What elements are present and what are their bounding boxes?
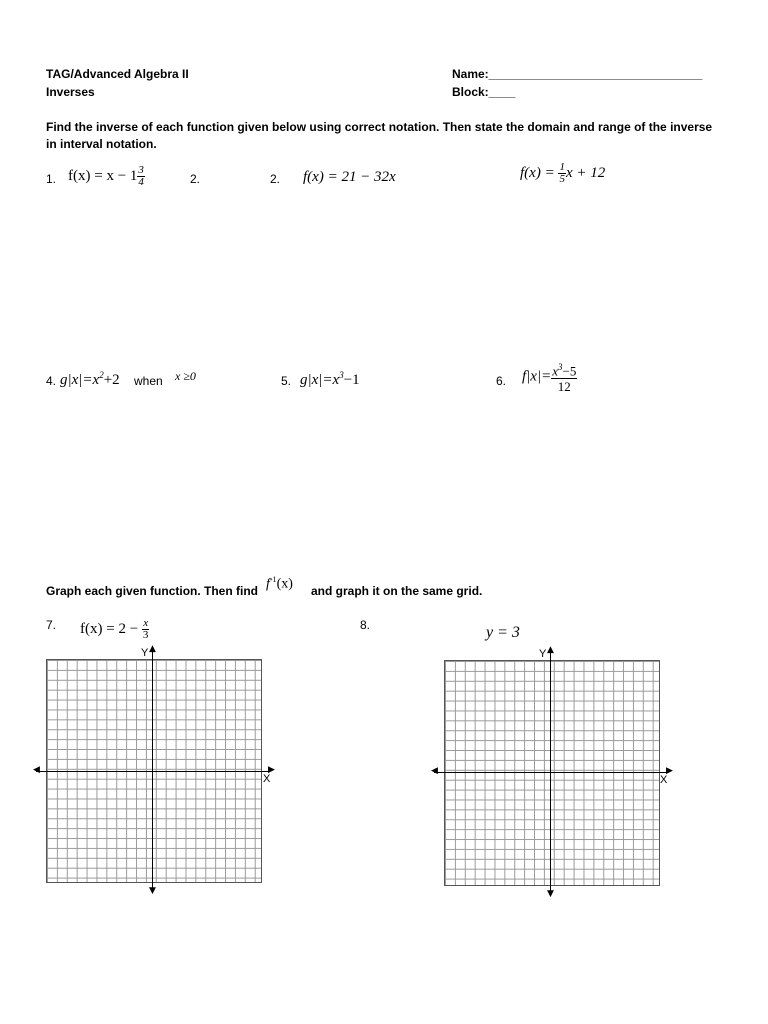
problem-4-condition: x ≥0 [175,369,196,383]
graph-7-y-arrow-up: ▲ [149,644,156,654]
instructions-line-2: in interval notation. [46,137,157,151]
graph-8-y-arrow-up: ▲ [547,645,554,655]
problem-4-expression: $g|x|=x^2+2$ [60,370,120,388]
graph-8-grid [444,660,660,886]
problem-1-expression: f(x) = x − 1 $\frac{3}{4}$ [68,164,144,188]
graph-8-function: y = 3 [486,624,520,641]
graph-8-x-arrow-right: ▶ [666,766,673,776]
topic-title: Inverses [46,85,95,99]
graph-8-y-arrow-down: ▼ [547,889,554,899]
graph-7-function: f(x) = 2 − $\frac{x}{3}$ [80,617,149,641]
instructions-line-1: Find the inverse of each function given below using correct notation. Then state the domain and range of the inverse [46,120,713,134]
graph-7-x-arrow-right: ▶ [268,765,275,775]
graph-7-y-label: Y [141,647,149,659]
problem-4-when: when [134,374,163,388]
problem-6-expression: f|x|= $\frac{x^3-5}{12}$ [522,362,577,395]
course-title: TAG/Advanced Algebra II [46,67,189,81]
graph-8-x-axis [434,772,668,773]
graph-7-x-axis [36,771,270,772]
graph-7-y-arrow-down: ▼ [149,886,156,896]
stray-label-2: 2. [190,172,201,186]
problem-1-number: 1. [46,172,57,186]
problem-5-number: 5. [281,374,292,388]
name-field: Name:________________________________ [452,67,703,81]
problem-2-number: 2. [270,172,281,186]
problem-5-expression: $g|x|=x^3-1$ [300,370,360,388]
graph-7-y-axis [152,650,153,890]
block-field: Block:____ [452,85,516,99]
problem-4-number: 4. [46,374,57,388]
graph-8-number: 8. [360,618,371,632]
graph-7-x-label: X [263,773,271,785]
graph-7-x-arrow-left: ◀ [33,765,40,775]
graph-instructions-a: Graph each given function. Then find [46,584,259,598]
graph-8-x-label: X [660,774,668,786]
graph-7-number: 7. [46,618,57,632]
graph-8-y-axis [550,651,551,893]
graph-8-x-arrow-left: ◀ [431,766,438,776]
problem-3-expression: f(x) = $\frac{1}{5}$ x + 12 [520,161,606,185]
inverse-notation: $f^{-1}(x)$ [266,575,293,592]
problem-6-number: 6. [496,374,507,388]
graph-instructions-b: and graph it on the same grid. [311,584,483,598]
problem-2-expression: f(x) = 21 − 32x [303,169,396,185]
graph-8-y-label: Y [539,648,547,660]
